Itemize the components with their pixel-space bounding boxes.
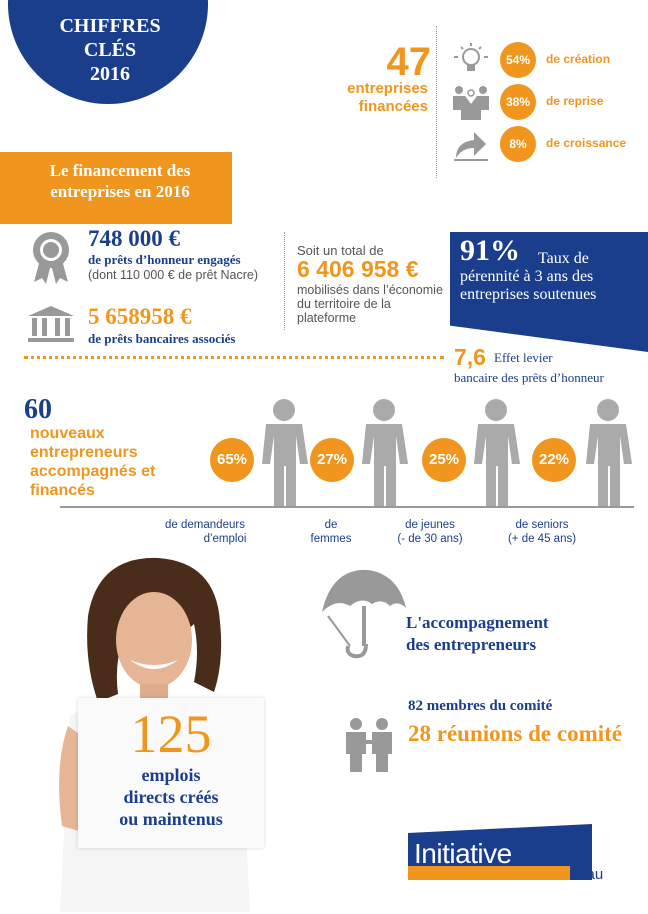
group-label: de seniors (+ de 45 ans) [507, 519, 577, 545]
entrepreneurs-count: 60 [24, 394, 52, 425]
stat-percent: 54% [500, 42, 536, 78]
perennity-label: Taux de [538, 250, 589, 267]
group-label: de femmes [310, 519, 352, 545]
leverage-label-rest: bancaire des prêts d’honneur [454, 370, 604, 385]
bank-loans-label: de prêts bancaires associés [88, 331, 236, 346]
divider [284, 232, 285, 330]
stat-label: de reprise [546, 94, 604, 108]
leverage-label: Effet levier [494, 350, 553, 365]
committee-members: 82 membres du comité [408, 698, 553, 714]
medal-icon [26, 230, 76, 284]
perennity-label-rest: pérennité à 3 ans des entreprises soutenues [460, 268, 597, 303]
person-icon [466, 398, 522, 508]
stat-croissance [450, 126, 640, 164]
total-intro: Soit un total de [297, 243, 384, 258]
total-description: mobilisés dans l’économie du territoire de la plateforme [297, 283, 443, 325]
percent-badge: 25% [422, 438, 466, 482]
umbrella-icon [318, 566, 410, 662]
honor-loans-label: de prêts d’honneur engagés [88, 252, 241, 267]
entrepreneurs-label: nouveaux entrepreneurs accompagnés et financés [30, 425, 156, 499]
bank-icon [26, 304, 76, 344]
divider [436, 26, 437, 178]
committee-icon [344, 716, 396, 772]
page-title: CHIFFRES CLÉS 2016 [59, 15, 161, 85]
perennity-percent: 91% [460, 234, 520, 267]
stat-percent: 38% [500, 84, 536, 120]
jobs-count: 125 [130, 704, 212, 764]
honor-loans-sub: (dont 110 000 € de prêt Nacre) [88, 268, 259, 282]
total-amount: 6 406 958 € [297, 256, 419, 282]
growth-arrow-icon [450, 126, 492, 162]
committee-meetings: 28 réunions de comité [408, 721, 623, 746]
baseline [60, 506, 634, 508]
percent-badge: 27% [310, 438, 354, 482]
handshake-icon [450, 84, 492, 120]
person-icon [254, 398, 310, 508]
bank-loans-amount: 5 658958 € [88, 304, 192, 329]
stat-label: de création [546, 52, 611, 66]
jobs-label: emplois directs créés ou maintenus [119, 765, 223, 829]
companies-count: 47 [386, 40, 431, 84]
leverage-value: 7,6 [454, 344, 486, 370]
person-icon [578, 398, 634, 508]
honor-loans-amount: 748 000 € [88, 226, 180, 251]
stat-label: de croissance [546, 136, 627, 150]
lightbulb-icon [450, 42, 492, 78]
stat-reprise [450, 84, 640, 122]
percent-badge: 65% [210, 438, 254, 482]
stat-creation [450, 42, 640, 80]
stat-percent: 8% [500, 126, 536, 162]
companies-label: entreprises financées [347, 80, 428, 115]
logo-text: Initiative [414, 838, 512, 869]
person-icon [354, 398, 410, 508]
percent-badge: 22% [532, 438, 576, 482]
logo-subtext: thau [574, 866, 604, 883]
section-title: Le financement des entreprises en 2016 [49, 161, 191, 201]
separator [24, 356, 444, 359]
support-title: L'accompagnement des entrepreneurs [406, 613, 549, 654]
group-label: de demandeurs d’emploi [165, 519, 247, 545]
group-label: de jeunes (- de 30 ans) [397, 519, 463, 545]
